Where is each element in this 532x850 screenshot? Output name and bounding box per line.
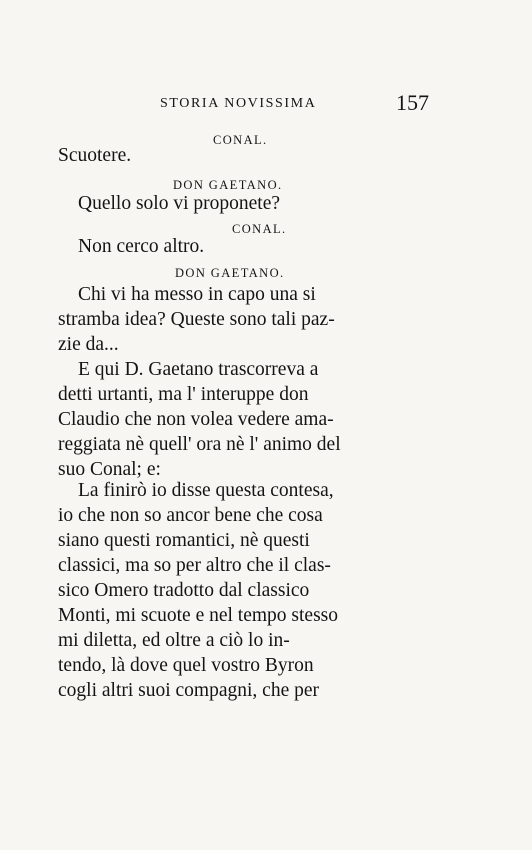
text-line: sico Omero tradotto dal classico	[58, 580, 310, 601]
text-line: classici, ma so per altro che il clas-	[58, 555, 331, 576]
text-line: tendo, là dove quel vostro Byron	[58, 655, 314, 676]
text-line: Claudio che non volea vedere ama-	[58, 409, 334, 430]
text-line: mi diletta, ed oltre a ciò lo in-	[58, 630, 290, 651]
text-line: io che non so ancor bene che cosa	[58, 505, 323, 526]
running-head: STORIA NOVISSIMA	[160, 96, 317, 111]
page-number: 157	[396, 90, 429, 115]
text-line: Monti, mi scuote e nel tempo stesso	[58, 605, 339, 626]
text-line: E qui D. Gaetano trascorreva a	[78, 359, 319, 380]
text-line: siano questi romantici, nè questi	[58, 530, 310, 551]
speaker-label: CONAL.	[213, 133, 268, 147]
text-line: detti urtanti, ma l' interuppe don	[58, 384, 309, 405]
text-line: stramba idea? Queste sono tali paz-	[58, 309, 335, 330]
text-line: Non cerco altro.	[78, 236, 205, 257]
text-line: La finirò io disse questa contesa,	[78, 480, 334, 501]
speaker-label: DON GAETANO.	[173, 178, 283, 192]
speaker-label: DON GAETANO.	[175, 266, 285, 280]
text-line: reggiata nè quell' ora nè l' animo del	[58, 434, 341, 455]
speaker-label: CONAL.	[232, 222, 287, 236]
text-line: Scuotere.	[58, 145, 132, 166]
text-line: Quello solo vi proponete?	[78, 193, 280, 214]
text-line: suo Conal; e:	[58, 459, 161, 480]
text-line: Chi vi ha messo in capo una si	[78, 284, 316, 305]
text-line: cogli altri suoi compagni, che per	[58, 680, 320, 701]
text-line: zie da...	[58, 334, 119, 355]
page-header	[0, 90, 532, 120]
